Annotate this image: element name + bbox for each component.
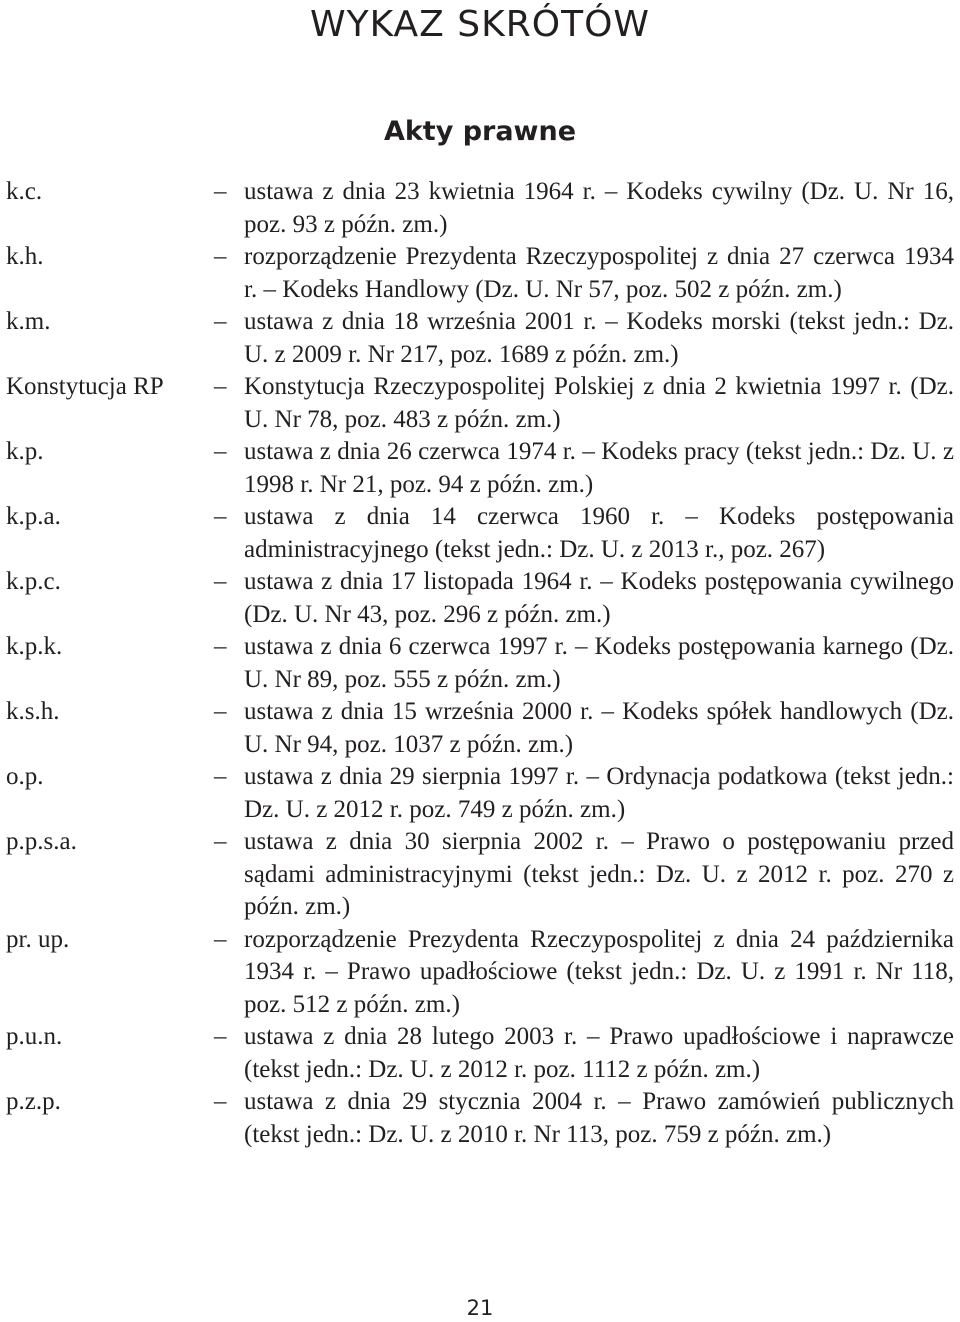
abbreviation-description: ustawa z dnia 14 czerwca 1960 r. – Kodeks postępowania administracyjnego (tekst jedn.: Dz. U. z 2013 r., poz. 267) <box>244 503 954 563</box>
abbreviation-term: k.c. <box>6 178 43 205</box>
abbreviation-entry-kpc <box>0 566 960 631</box>
abbreviation-entry-kpa <box>0 501 960 566</box>
entry-dash: – <box>214 633 227 660</box>
entry-dash: – <box>214 503 227 530</box>
entry-dash: – <box>214 828 227 855</box>
abbreviation-entry-kh <box>0 241 960 306</box>
section-title: Akty prawne <box>383 116 577 147</box>
abbreviation-term: Konstytucja RP <box>6 373 164 400</box>
entry-dash: – <box>214 243 227 270</box>
abbreviation-entry-konstytucja-rp <box>0 371 960 436</box>
entry-dash: – <box>214 698 227 725</box>
abbreviation-description: ustawa z dnia 26 czerwca 1974 r. – Kodeks pracy (tekst jedn.: Dz. U. z 1998 r. Nr 21, poz. 94 z późn. zm.) <box>244 438 954 498</box>
abbreviation-description: rozporządzenie Prezydenta Rzeczypospolitej z dnia 27 czerwca 1934 r. – Kodeks Handlowy (Dz. U. Nr 57, poz. 502 z późn. zm.) <box>244 243 954 303</box>
abbreviation-entry-pun <box>0 1021 960 1086</box>
entry-dash: – <box>214 763 227 790</box>
page-title: WYKAZ SKRÓTÓW <box>309 4 651 45</box>
abbreviation-entry-kpk <box>0 631 960 696</box>
entry-dash: – <box>214 438 227 465</box>
abbreviation-term: p.p.s.a. <box>6 828 77 855</box>
abbreviation-term: k.m. <box>6 308 51 335</box>
abbreviation-term: p.z.p. <box>6 1088 61 1115</box>
abbreviation-description: ustawa z dnia 28 lutego 2003 r. – Prawo upadłościowe i naprawcze (tekst jedn.: Dz. U. z 2012 r. poz. 1112 z późn. zm.) <box>244 1023 954 1083</box>
abbreviation-entry-ppsa <box>0 826 960 924</box>
abbreviation-description: rozporządzenie Prezydenta Rzeczypospolitej z dnia 24 października 1934 r. – Prawo upadłościowe (tekst jedn.: Dz. U. z 1991 r. Nr 118, poz. 512 z późn. zm.) <box>244 925 954 1018</box>
entry-dash: – <box>214 373 227 400</box>
abbreviation-description: ustawa z dnia 6 czerwca 1997 r. – Kodeks postępowania karnego (Dz. U. Nr 89, poz. 555 z późn. zm.) <box>244 633 954 693</box>
page-number: 21 <box>466 1296 494 1320</box>
abbreviation-term: o.p. <box>6 763 44 790</box>
abbreviation-description: ustawa z dnia 15 września 2000 r. – Kodeks spółek handlowych (Dz. U. Nr 94, poz. 1037 z późn. zm.) <box>244 698 954 758</box>
abbreviation-entry-ksh <box>0 696 960 761</box>
abbreviation-entry-op <box>0 761 960 826</box>
abbreviation-description: ustawa z dnia 23 kwietnia 1964 r. – Kodeks cywilny (Dz. U. Nr 16, poz. 93 z późn. zm.) <box>244 178 954 238</box>
entry-dash: – <box>214 308 227 335</box>
abbreviation-term: k.s.h. <box>6 698 60 725</box>
entry-dash: – <box>214 1088 227 1115</box>
abbreviation-entry-km <box>0 306 960 371</box>
abbreviation-entry-pzp <box>0 1086 960 1151</box>
abbreviation-description: ustawa z dnia 29 sierpnia 1997 r. – Ordynacja podatkowa (tekst jedn.: Dz. U. z 2012 r. poz. 749 z późn. zm.) <box>244 763 954 823</box>
abbreviation-term: k.h. <box>6 243 44 270</box>
abbreviation-term: k.p.a. <box>6 503 61 530</box>
abbreviation-description: Konstytucja Rzeczypospolitej Polskiej z dnia 2 kwietnia 1997 r. (Dz. U. Nr 78, poz. 483 z późn. zm.) <box>244 373 954 433</box>
entry-dash: – <box>214 925 227 953</box>
abbreviation-list <box>0 176 960 1151</box>
entry-dash: – <box>214 568 227 595</box>
abbreviation-description: ustawa z dnia 30 sierpnia 2002 r. – Prawo o postępowaniu przed sądami administracyjnymi (tekst jedn.: Dz. U. z 2012 r. poz. 270 z późn. zm.) <box>244 828 954 920</box>
entry-dash: – <box>214 1023 227 1050</box>
abbreviation-entry-pr-up <box>0 924 960 1022</box>
abbreviation-term: k.p.k. <box>6 633 63 660</box>
entry-dash: – <box>214 178 227 205</box>
abbreviation-entry-kc <box>0 176 960 241</box>
abbreviation-description: ustawa z dnia 18 września 2001 r. – Kodeks morski (tekst jedn.: Dz. U. z 2009 r. Nr 217, poz. 1689 z późn. zm.) <box>244 308 954 368</box>
abbreviation-term: k.p. <box>6 438 44 465</box>
abbreviation-entry-kp <box>0 436 960 501</box>
abbreviation-description: ustawa z dnia 17 listopada 1964 r. – Kodeks postępowania cywilnego (Dz. U. Nr 43, poz. 296 z późn. zm.) <box>244 568 954 628</box>
abbreviation-term: pr. up. <box>6 925 70 953</box>
abbreviation-term: p.u.n. <box>6 1023 63 1050</box>
abbreviation-description: ustawa z dnia 29 stycznia 2004 r. – Prawo zamówień publicznych (tekst jedn.: Dz. U. z 2010 r. Nr 113, poz. 759 z późn. zm.) <box>244 1088 954 1148</box>
abbreviation-term: k.p.c. <box>6 568 61 595</box>
